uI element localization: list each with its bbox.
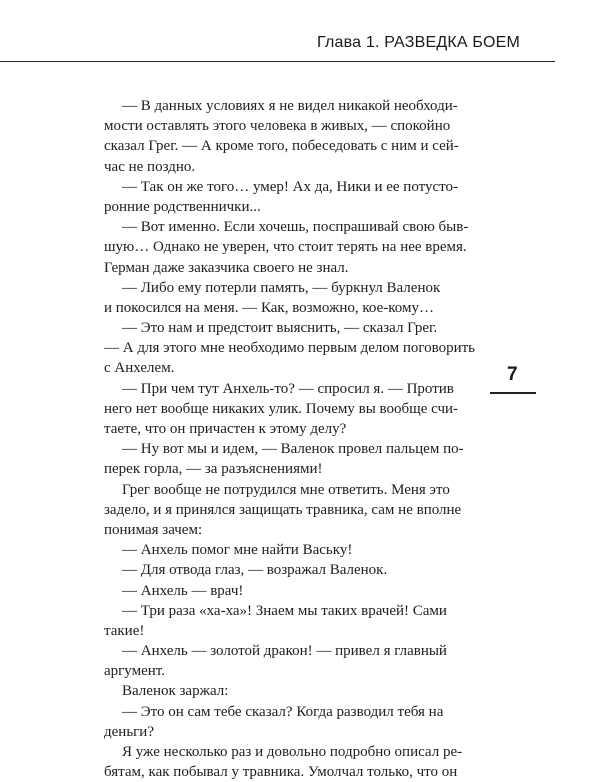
text-line: — Анхель помог мне найти Ваську!	[122, 542, 353, 559]
text-line: деньги?	[104, 723, 154, 740]
text-line: — В данных условиях я не видел никакой необходи-	[122, 98, 458, 114]
text-line: шую… Однако не уверен, что стоит терять на нее время.	[104, 239, 467, 256]
text-line: — Три раза «ха-ха»! Знаем мы таких врачей! Сами	[122, 602, 447, 619]
text-line: Я уже несколько раз и довольно подробно описал ре-	[122, 744, 463, 760]
page-number-divider	[490, 392, 536, 394]
text-line: таете, что он причастен к этому делу?	[104, 421, 347, 437]
text-line: — При чем тут Анхель-то? — спросил я. — Против	[122, 380, 454, 397]
text-line: мости оставлять этого человека в живых, — спокойно	[104, 118, 451, 135]
running-header-chapter-title: Глава 1. РАЗВЕДКА БОЕМ	[317, 34, 520, 51]
text-line: — А для этого мне необходимо первым делом поговорить	[104, 340, 476, 357]
text-line: аргумент.	[104, 663, 165, 680]
text-line: перек горла, — за разъяснениями!	[104, 461, 323, 478]
text-line: Валенок заржал:	[122, 683, 229, 700]
text-line: понимая зачем:	[104, 521, 203, 538]
text-line: Грег вообще не потрудился мне ответить. Меня это	[122, 481, 450, 498]
text-line: — Анхель — золотой дракон! — привел я главный	[122, 643, 447, 660]
header-divider	[0, 61, 555, 62]
text-line: с Анхелем.	[104, 360, 175, 377]
page-number: 7	[507, 364, 518, 385]
text-line: — Вот именно. Если хочешь, поспрашивай свою быв-	[122, 219, 469, 236]
text-line: Герман даже заказчика своего не знал.	[104, 259, 349, 276]
body-text	[104, 96, 476, 782]
text-line: — Анхель — врач!	[122, 582, 244, 599]
text-line: — Либо ему потерли память, — буркнул Валенок	[122, 279, 441, 296]
text-line: бятам, как побывал у травника. Умолчал только, что он	[104, 764, 458, 781]
text-line: задело, и я принялся защищать травника, сам не вполне	[104, 501, 462, 518]
text-line: и покосился на меня. — Как, возможно, кое-кому…	[104, 299, 434, 316]
text-line: — Для отвода глаз, — возражал Валенок.	[122, 562, 388, 579]
text-line: — Так он же того… умер! Ах да, Ники и ее потусто-	[122, 178, 459, 195]
text-line: такие!	[104, 622, 145, 639]
text-line: — Это нам и предстоит выяснить, — сказал Грег.	[122, 320, 438, 337]
text-line: — Ну вот мы и идем, — Валенок провел пальцем по-	[122, 441, 464, 458]
text-line: него нет вообще никаких улик. Почему вы вообще счи-	[104, 400, 459, 417]
text-line: час не поздно.	[104, 158, 196, 175]
text-line: — Это он сам тебе сказал? Когда разводил тебя на	[122, 703, 444, 720]
text-line: сказал Грег. — А кроме того, побеседовать с ним и сей-	[104, 138, 459, 155]
text-line: ронние родственнички...	[104, 198, 261, 215]
